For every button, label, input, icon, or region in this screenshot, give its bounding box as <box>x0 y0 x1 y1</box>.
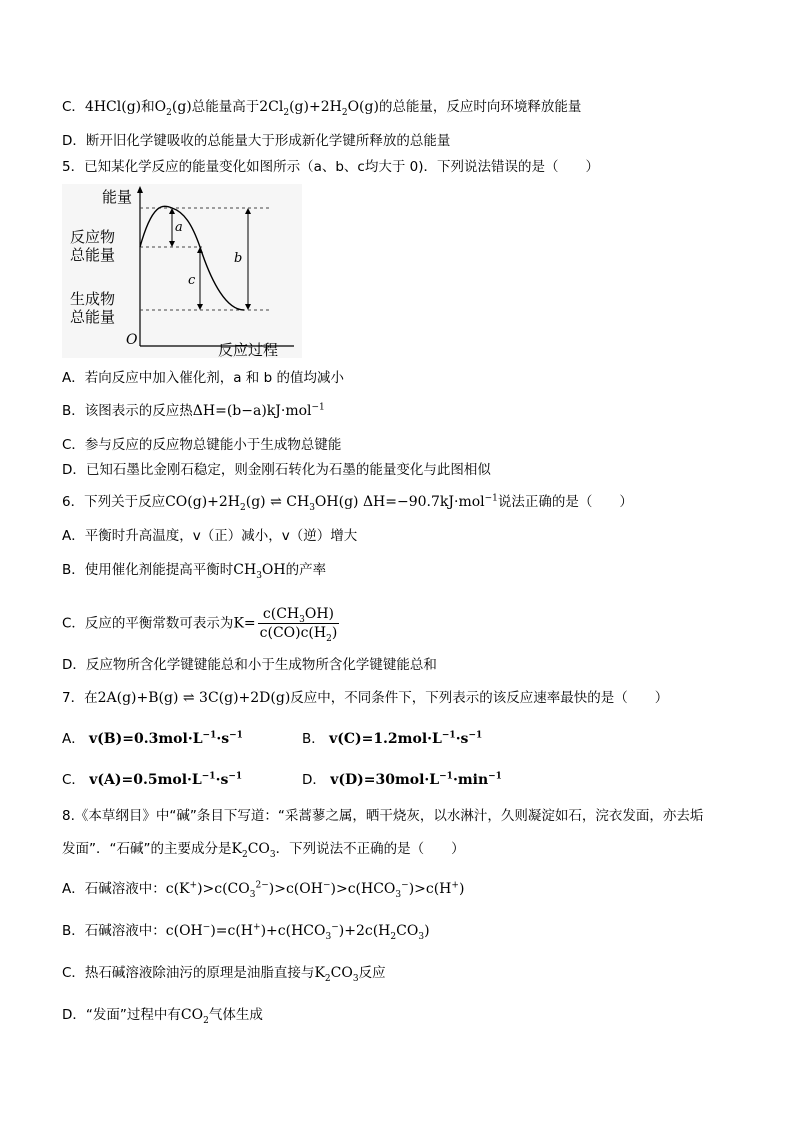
origin-label: O <box>126 332 138 348</box>
option-text: B．使用催化剂能提高平衡时 <box>62 562 234 578</box>
formula: $K_2CO_3$ <box>314 965 359 984</box>
formula: 4HCl(g) <box>84 99 142 115</box>
diagram-background <box>62 184 302 358</box>
label-c: c <box>188 273 196 288</box>
q7-option-a <box>62 729 243 749</box>
equilibrium-fraction: $\frac{c(CH_3OH)}{c(CO)c(H_2)}$ <box>259 606 338 644</box>
q4-option-c: C．4HCl(g)和$O_2(g)$总能量高于$2Cl_2(g)+2H_2O(g)$的总能量，反应时向环境释放能量 <box>62 99 582 118</box>
q6-option-a: A．平衡时升高温度，v（正）减小，v（逆）增大 <box>62 528 358 544</box>
q7-option-c <box>62 770 242 790</box>
formula: $c(K^+)>c(CO_3^{2-})>c(OH^-)>c(HCO_3^-)>c(H^+)$ <box>165 880 465 900</box>
q8-stem-line2 <box>62 839 465 859</box>
formula: $v(D)=30mol\cdot L^{-1}\cdot\min^{-1}$ <box>330 771 502 788</box>
stem-text: 6．下列关于反应 <box>62 494 166 510</box>
option-label: A． <box>62 731 85 747</box>
product-label-1: 生成物 <box>70 290 116 308</box>
q8-option-c <box>62 963 386 983</box>
formula: $CO_2$ <box>180 1007 209 1026</box>
q5-stem: 5．已知某化学反应的能量变化如图所示（a、b、c均大于 0)．下列说法错误的是（ ） <box>62 159 599 175</box>
formula: K= <box>233 615 256 632</box>
q4-option-d: D．断开旧化学键吸收的总能量大于形成新化学键所释放的总能量 <box>62 133 451 149</box>
q8-option-b <box>62 921 430 941</box>
option-text: 气体生成 <box>208 1007 263 1023</box>
formula: $v(B)=0.3mol\cdot L^{-1}\cdot s^{-1}$ <box>89 730 243 747</box>
stem-text: 反应中，不同条件下，下列表示的该反应速率最快的是（ ） <box>290 690 669 706</box>
q5-option-a: A．若向反应中加入催化剂，a 和 b 的值均减小 <box>62 370 344 386</box>
formula: $CO(g)+2H_2(g)$ ⇌ $CH_3OH(g)$ ΔH=−90.7kJ·mol$^{-1}$ <box>165 493 498 513</box>
q7-option-d <box>302 770 502 790</box>
formula: $v(C)=1.2mol\cdot L^{-1}\cdot s^{-1}$ <box>329 730 483 747</box>
option-text: 的产率 <box>285 562 327 578</box>
option-text: C．热石碱溶液除油污的原理是油脂直接与 <box>62 965 315 981</box>
reactant-label-1: 反应物 <box>70 228 116 246</box>
energy-diagram <box>62 184 302 358</box>
y-axis-title: 能量 <box>102 188 133 206</box>
formula: $CH_3OH$ <box>233 562 286 581</box>
option-text: D．“发面”过程中有 <box>62 1007 181 1023</box>
q8-option-a <box>62 879 464 899</box>
stem-text: 7．在 <box>62 690 98 706</box>
option-label: B． <box>302 731 325 747</box>
option-text: 反应 <box>358 965 386 981</box>
formula: ΔH=(b−a)kJ·mol$^{-1}$ <box>192 402 325 419</box>
stem-text: 发面”．“石碱”的主要成分是 <box>62 841 232 857</box>
q6-option-b <box>62 560 326 580</box>
q7-stem <box>62 688 668 708</box>
option-text: A．石碱溶液中： <box>62 881 166 897</box>
product-label-2: 总能量 <box>70 308 116 326</box>
formula: $O_2(g)$ <box>154 99 192 118</box>
option-text: C．反应的平衡常数可表示为 <box>62 615 234 632</box>
label-a: a <box>175 220 183 235</box>
stem-text: ．下列说法不正确的是（ ） <box>275 841 465 857</box>
label-b: b <box>234 251 243 266</box>
formula: 2A(g)+B(g) ⇌ 3C(g)+2D(g) <box>97 690 291 706</box>
stem-text: 说法正确的是（ ） <box>497 494 633 510</box>
formula: $K_2CO_3$ <box>231 841 276 860</box>
option-label: D． <box>302 772 326 788</box>
q5-option-c: C．参与反应的反应物总键能小于生成物总键能 <box>62 437 342 453</box>
x-axis-title: 反应过程 <box>218 341 279 358</box>
q5-option-b <box>62 401 325 421</box>
option-label: C． <box>62 99 85 115</box>
formula: $2Cl_2(g)+2H_2O(g)$ <box>259 99 379 118</box>
q7-option-b <box>302 729 482 749</box>
q5-option-d: D．已知石墨比金刚石稳定，则金刚石转化为石墨的能量变化与此图相似 <box>62 462 491 478</box>
option-label: C． <box>62 772 85 788</box>
formula: $v(A)=0.5mol\cdot L^{-1}\cdot s^{-1}$ <box>89 771 243 788</box>
option-text: 总能量，反应时向环境释放能量 <box>392 99 582 115</box>
q8-stem-line1: 8.《本草纲目》中“碱”条目下写道：“采蒿蓼之属，晒干烧灰，以水淋汁，久则凝淀如石，浣衣发面，亦去垢 <box>62 808 704 824</box>
reactant-label-2: 总能量 <box>70 246 116 264</box>
q8-option-d <box>62 1005 263 1025</box>
q6-stem <box>62 492 633 512</box>
q6-option-d: D．反应物所含化学键键能总和小于生成物所含化学键键能总和 <box>62 657 437 673</box>
option-text: 总能量高于 <box>191 99 260 115</box>
option-text: B．该图表示的反应热 <box>62 403 193 419</box>
formula: $c(OH^-)=c(H^+)+c(HCO_3^-)+2c(H_2CO_3)$ <box>165 922 430 942</box>
option-text: B．石碱溶液中： <box>62 923 166 939</box>
q6-option-c <box>62 605 339 642</box>
